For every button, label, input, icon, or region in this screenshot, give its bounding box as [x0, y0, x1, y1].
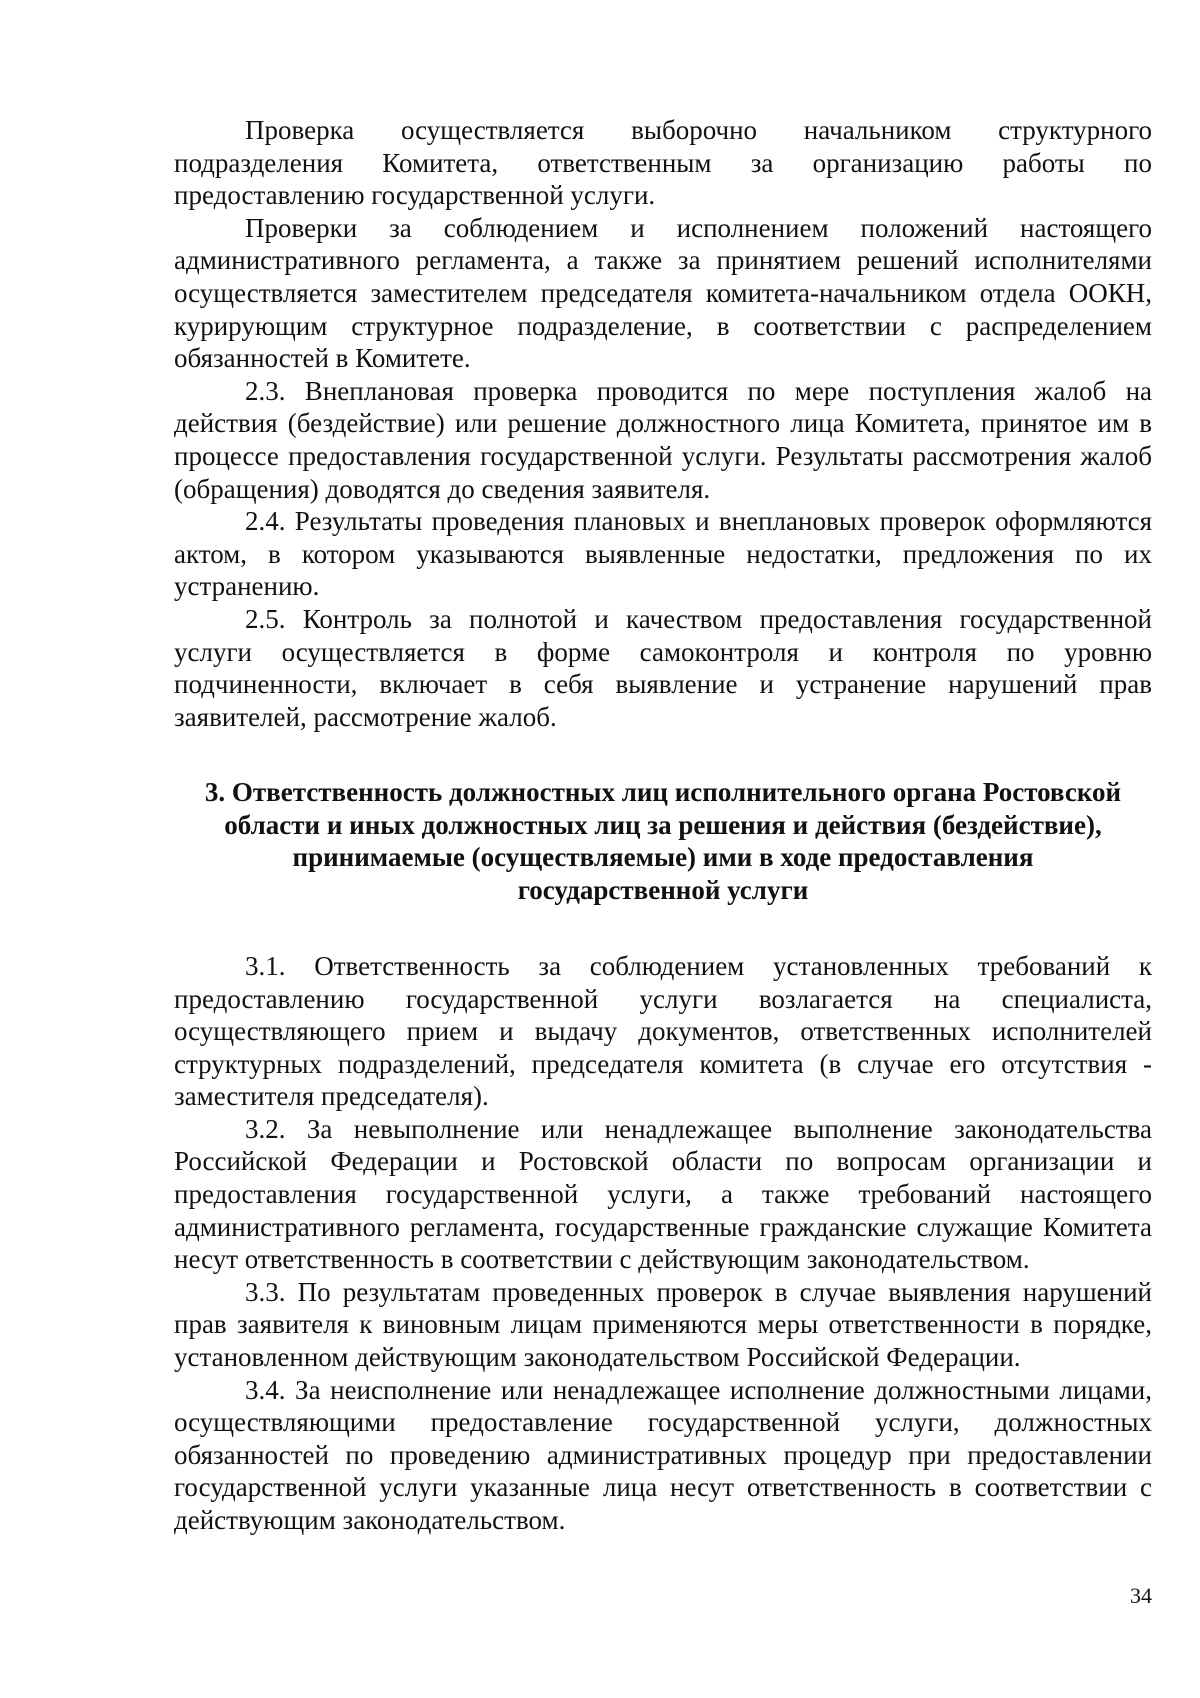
- paragraph-3-4: 3.4. За неисполнение или ненадлежащее исполнение должностными лицами, осуществляющими предоставление государственной услуги, должностных обязанностей по проведению административных процедур при предоставлении государственной услуги указанные лица несут ответственность в соответствии с действующим законодательством.: [174, 1374, 1152, 1535]
- paragraph-checks-compliance: Проверки за соблюдением и исполнением положений настоящего административного регламента, а также за принятием решений исполнителями осуществляется заместителем председателя комитета-начальником отдела ООКН, курирующим структурное подразделение, в соответствии с распределением обязанностей в Комитете.: [174, 212, 1152, 374]
- section-3-heading-line: области и иных должностных лиц за решения и действия (бездействие),: [224, 809, 1102, 840]
- section-3-heading: [174, 776, 1152, 906]
- section-3-heading-line: государственной услуги: [517, 874, 809, 905]
- document-body: [174, 114, 1152, 1537]
- paragraph-3-3: 3.3. По результатам проведенных проверок в случае выявления нарушений прав заявителя к виновным лицам применяются меры ответственности в порядке, установленном действующим законодательством Российской Федерации.: [174, 1276, 1152, 1373]
- paragraph-check-selective: Проверка осуществляется выборочно начальником структурного подразделения Комитета, ответственным за организацию работы по предоставлению государственной услуги.: [174, 115, 1152, 211]
- paragraph-3-2: 3.2. За невыполнение или ненадлежащее выполнение законодательства Российской Федерации и Ростовской области по вопросам организации и предоставления государственной услуги, а также требований настоящего административного регламента, государственные гражданские служащие Комитета несут ответственность в соответствии с действующим законодательством.: [174, 1113, 1152, 1275]
- paragraph-3-1: 3.1. Ответственность за соблюдением установленных требований к предоставлению государственной услуги возлагается на специалиста, осуществляющего прием и выдачу документов, ответственных исполнителей структурных подразделений, председателя комитета (в случае его отсутствия - заместителя председателя).: [174, 950, 1152, 1112]
- page-number: 34: [1130, 1583, 1152, 1608]
- section-3-heading-line: 3. Ответственность должностных лиц исполнительного органа Ростовской: [204, 777, 1122, 808]
- paragraph-2-4: 2.4. Результаты проведения плановых и внеплановых проверок оформляются актом, в котором указываются выявленные недостатки, предложения по их устранению.: [174, 506, 1152, 602]
- paragraph-2-5: 2.5. Контроль за полнотой и качеством предоставления государственной услуги осуществляется в форме самоконтроля и контроля по уровню подчиненности, включает в себя выявление и устранение нарушений прав заявителей, рассмотрение жалоб.: [174, 603, 1152, 732]
- paragraph-2-3: 2.3. Внеплановая проверка проводится по мере поступления жалоб на действия (бездействие) или решение должностного лица Комитета, принятое им в процессе предоставления государственной услуги. Результаты рассмотрения жалоб (обращения) доводятся до сведения заявителя.: [174, 375, 1152, 504]
- section-3-heading-line: принимаемые (осуществляемые) ими в ходе предоставления: [292, 842, 1034, 873]
